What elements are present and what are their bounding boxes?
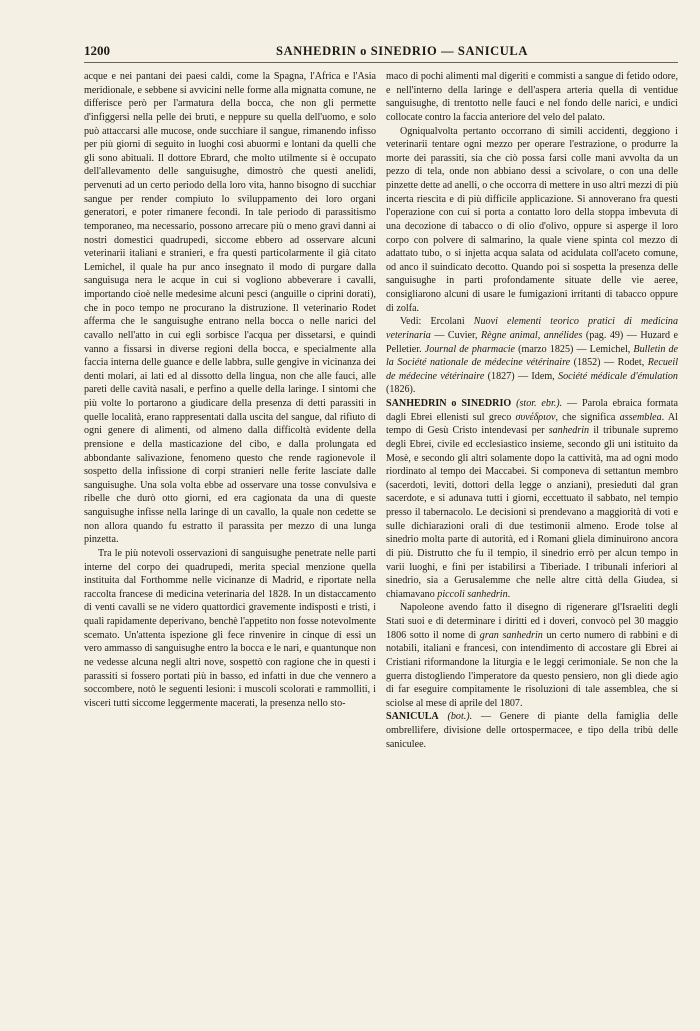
entry-term: assemblea <box>619 411 662 423</box>
ref-text: (pag. 49) — Huzard e Pelletier. <box>386 329 678 355</box>
left-column <box>84 70 376 1020</box>
running-head: SANHEDRIN o SINEDRIO — SANICULA <box>276 43 528 58</box>
entry-text: il tribunale supremo degli Ebrei, civile ed ecclesiastico insieme, secondo gli uni istituito da Mosè, e secondo gli altri solamente dopo la cattività, ma ad ogni modo riordinato al tempo dei Maccabei. Si componeva di settantun membro (sacerdoti, leviti, dottori della legge o anziani), presieduti dal gran sacerdote, e si adunava tutti i giorni, eccettuato il sabbato, nel tempio presso il tabernacolo. Le decisioni si prendevano a maggiorità di voti e sulle dichiarazioni orali di due testimonii almeno. Erode tolse al sinedrio molta parte di autorità, ed i Romani gliela diminuirono ancora di più. Distrutto che fu il tempio, il sinedrio errò per alcun tempo in varii luoghi, e finì per istabilirsi a Tiberiade. I tribunali inferiori al sinedrio, sia a Gerusalemme che nelle altre città della Giudea, si chiamavano <box>386 425 678 600</box>
ref-title: Journal de pharmacie <box>424 343 516 355</box>
greek-word: συνέδριον <box>515 411 556 423</box>
ref-title: Recueil de médecine vétérinaire <box>386 357 678 382</box>
ref-text: — Cuvier, <box>434 329 478 341</box>
entry-term: piccoli sanhedrin <box>437 588 508 600</box>
entry-tag: (bot.). <box>447 711 473 723</box>
entry-headword: SANICULA <box>386 711 439 723</box>
ref-title: Nuovi elementi teorico pratici di medicina veterinaria <box>386 316 678 341</box>
entry-text: — Parola ebraica formata dagli Ebrei ellenisti sul greco <box>386 398 678 423</box>
ref-author: Ercolani <box>430 316 465 328</box>
page-number: 1200 <box>84 43 110 58</box>
entry-text: Napoleone avendo fatto il disegno di rigenerare gl'Israeliti degli Stati suoi e di determinare i diritti ed i doveri, convocò pel 30 maggio 1806 sotto il nome di <box>386 602 678 641</box>
text-columns <box>84 70 678 1020</box>
entry-term: gran sanhedrin <box>479 629 543 641</box>
entry-sanicula <box>386 710 678 751</box>
ref-title: Société médicale d'émulation <box>558 370 678 382</box>
paragraph <box>386 601 678 710</box>
entry-text: un certo numero di rabbini e di notabili, italiani e francesi, con intendimento di accostare gli Ebrei ai Cristiani riformandone la liturgia e le leggi cerimoniale. Se non che la guerra distogliendo l'imperatore da questo pensiero, non gli diede agio di far eseguire compitamente le risoluzioni di tale assemblea, che si sciolse al mese di aprile del 1807. <box>386 629 678 709</box>
ref-text: (marzo 1825) — Lemichel, <box>518 343 631 355</box>
page-header <box>84 40 678 63</box>
entry-text: — Genere di piante della famiglia delle ombrellifere, divisione delle ortospermacee, e tipo della tribù delle saniculee. <box>386 711 678 750</box>
entry-text: , che significa <box>555 411 616 423</box>
ref-title: Règne animal, annélides <box>481 329 583 341</box>
entry-term: sanhedrin <box>548 425 590 437</box>
ref-text: (1826). <box>386 384 416 396</box>
entry-tag: (stor. ebr.). <box>516 398 563 409</box>
entry-headword: SANHEDRIN o SINEDRIO <box>386 398 512 409</box>
entry-text: . <box>507 588 511 600</box>
ref-text: (1827) — Idem, <box>487 370 555 382</box>
references-label: Vedi: <box>400 316 422 328</box>
paragraph: acque e nei pantani dei paesi caldi, come la Spagna, l'Africa e l'Asia meridionale, e sebbene si avvicini nelle forme alla mignatta comune, ne differisce però per l'armatura della bocca, che non gli permette d'infiggersi nella pelle dei bruti, e neppure su quella dell'uomo, e solo può attaccarsi alle mucose, onde succhiare il sangue, rimanendo infisso per più giorni di seguito in luoghi così abuormi e lontani da quelli che gli sono abituali. Il dottore Ebrard, che molto utilmente si è occupato dell'allevamento delle sanguisughe, dimostrò che questi anelidi, pervenuti ad un certo periodo della loro vita, hanno bisogno di succhiar sangue per render compiuto lo sviluppamento dei loro organi generatori, e poter rimanere fecondi. In tale periodo di parassitismo temporaneo, ma necessario, possono arrecare più o meno gravi danni ai nostri domestici quadrupedi, siccome ebbero ad osservare alcuni veterinarii italiani e stranieri, e fra questi particolarmente il già citato Lemichel, il quale ha pur anco insegnato il modo di purgare dalla sanguisuga nera le acque in cui si vogliono abbeverare i cavalli, importando cioè nelle medesime alcuni pesci (anguille o ciprini dorati), che in poco tempo ne procurano la distruzione. Il veterinario Rodet afferma che le sanguisughe entrano nella bocca o nelle narici del cavallo nell'atto in cui egli sorbisce l'acqua per dissetarsi, e quindi vanno a fissarsi in diverse regioni della bocca, e specialmente alla faccia interna delle guance e delle labbra, sulle gengive in vicinanza dei denti molari, ai lati ed al dissotto della lingua, non che alle fauci, alle pareti delle cavità nasali, e perfino a quelle della laringe. I sintomi che più volte lo portarono a giudicare della presenza di detti parassiti in quelle località, erano rappresentati dalla uscita del sangue, dal rifiuto di ogni genere di alimenti, od almeno dalla difficoltà evidente della prensione e della masticazione del cibo, e dalla prolungata ed abbondante salivazione, fenomeno questo che rende ragionevole il sospetto della infissione di corpi stranieri nelle ferite lasciate dalle sanguisughe. Una sola volta ebbe ad osservare una tosse convulsiva e ribelle che durò otto giorni, ed era cagionata da una di queste sanguisughe infisse nella laringe di un cavallo, la quale non cedette se non allora quando fu estratto il parassita per mezzo di una lunga pinzetta. <box>84 71 376 546</box>
paragraph: Tra le più notevoli osservazioni di sanguisughe penetrate nelle parti interne del corpo dei quadrupedi, merita special menzione quella instituita dal Forthomme nelle vicinanze di Madrid, e riportate nella raccolta francese di medicina veterinaria del 1828. In un distaccamento di venti cavalli se ne videro quattordici gravemente indisposti e tristi, i quali rapidamente deperivano, benchè l'appetito non fosse notevolmente scemato. Un'attenta ispezione gli fece rinvenire in cinque di essi un vero ammasso di sanguisughe entro la bocca e le nari, e quantunque non ne vedesse alcuna negli altri nove, sospettò con ragione che in questi i parassiti si fossero portati più in basso, ed infatti in due che vennero a soccombere, notò le seguenti lesioni: i muscoli scolorati e rammolliti, i visceri tutti siccome leggermente macerati, la presenza nello sto- <box>84 547 376 709</box>
entry-sanhedrin <box>386 397 678 601</box>
paragraph: maco di pochi alimenti mal digeriti e commisti a sangue di fetido odore, e nell'interno della laringe e dell'aspera arteria quella di ventidue sanguisughe, di trentotto nelle fauci e nel fondo delle narici, e undici collocate contro la faccia anteriore del velo del palato. <box>386 71 678 123</box>
right-column <box>386 70 678 1020</box>
ref-title: Bulletin de la Société nationale de médecine vétérinaire <box>386 343 678 369</box>
references <box>386 315 678 397</box>
ref-text: (1852) — Rodet, <box>573 357 645 369</box>
entry-text: . Al tempo di Gesù Cristo intendevasi per <box>386 411 678 437</box>
paragraph: Ogniqualvolta pertanto occorrano di simili accidenti, deggiono i veterinarii tentare ogni mezzo per operare l'estrazione, o produrre la morte dei parassiti, sia che ciò possa farsi colle mani avvolta da un pezzo di tela, onde non abbiano dessi a scivolare, o con una delle pinzette dette ad anelli, o che occorra di mettere in uso altri mezzi di più incerta riescita e di più difficile applicazione. Si annoverano fra questi l'operazione con cui si porta a contatto loro della stoppa imbevuta di una decozione di tabacco o di olio d'olivo, oppure si asperge il loro corpo con polvere di salmarino, la quale viene spinta col mezzo di adattato tubo, o si injetta acqua salata od acidulata coll'aceto comune, od anco il suindicato decotto. Quando poi si sospetta la presenza delle sanguisughe in parti profondamente situate delle vie aeree, consigliarono alcuni di usare le fumigazioni irritanti di tabacco oppure di zolfa. <box>386 125 678 314</box>
